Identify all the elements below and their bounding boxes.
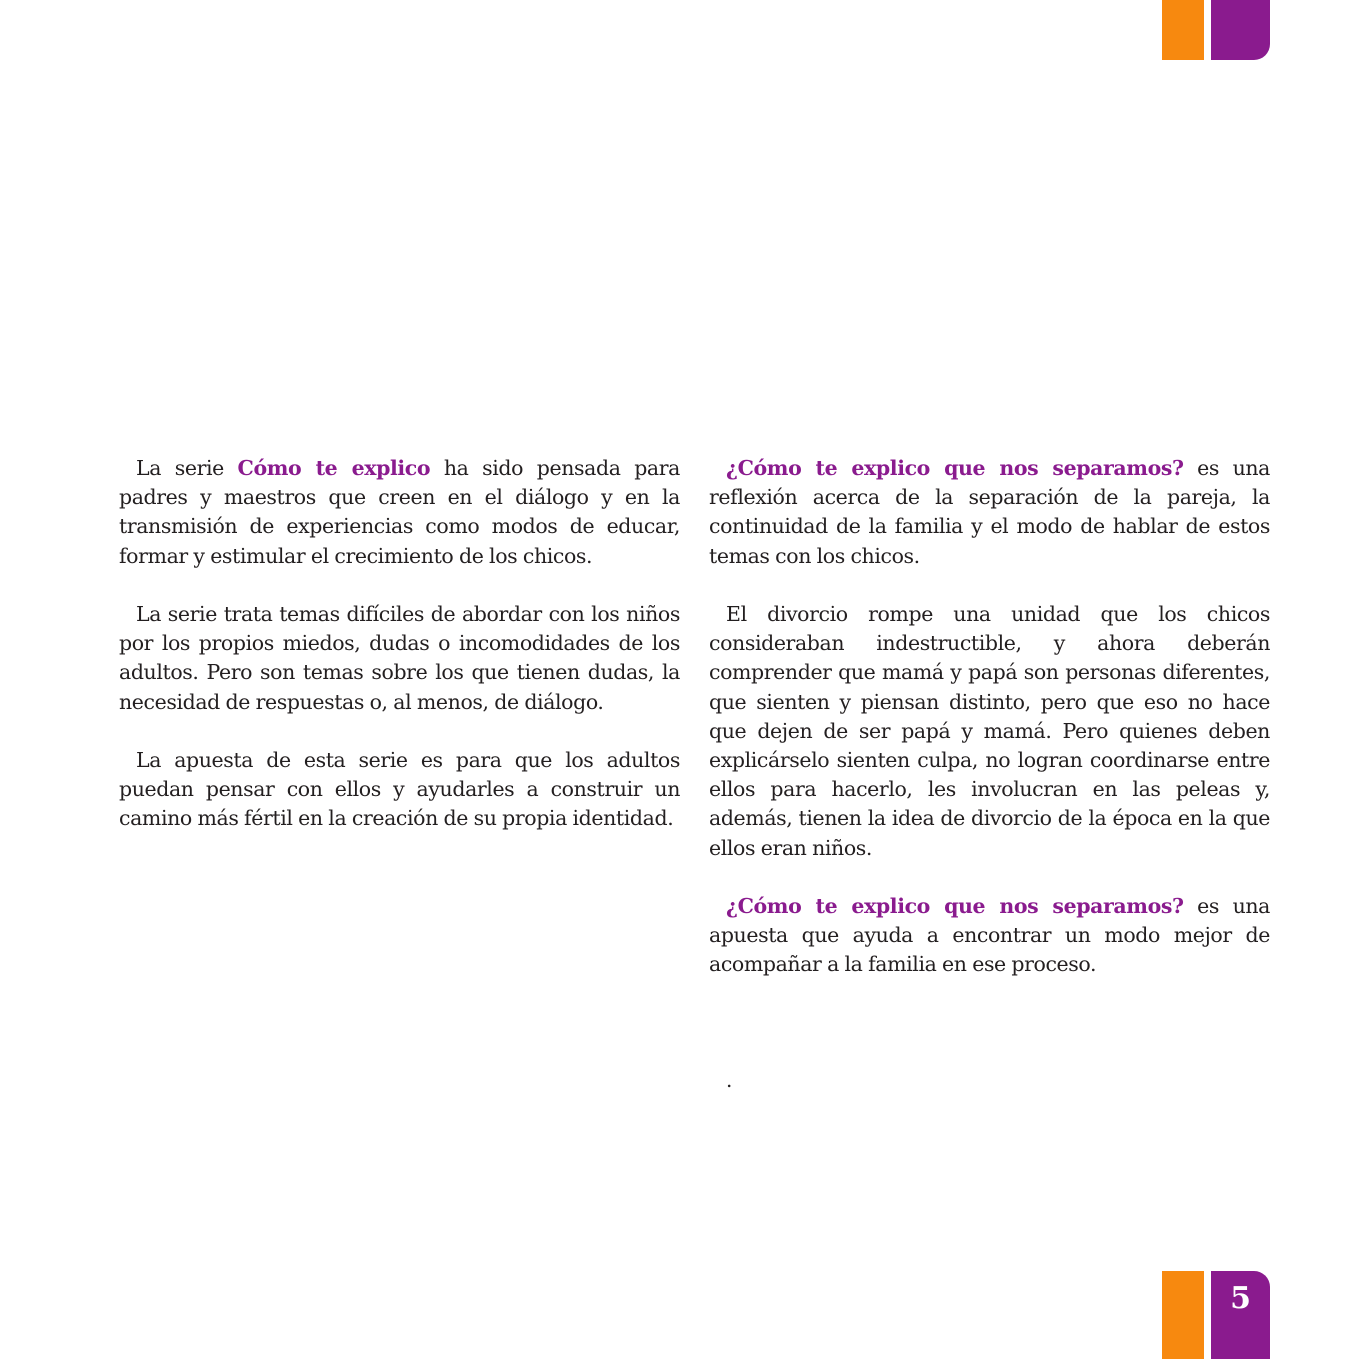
right-paragraph-2: El divorcio rompe una unidad que los chicos consideraban indestructible, y ahora deberán comprender que mamá y papá son personas diferentes, que sienten y piensan distinto, pero que eso no hace que dejen de ser papá y mamá. Pero quienes deben explicárselo sienten culpa, no logran coordinarse entre ellos para hacerlo, les involucran en las peleas y, además, tienen la idea de divorcio de la época en la que ellos eran niños.	[709, 602, 1270, 860]
right-paragraph-1	[709, 454, 1270, 571]
left-text-column	[119, 454, 680, 863]
right-paragraph-3	[709, 892, 1270, 980]
stray-period: .	[726, 1068, 733, 1092]
top-orange-tab	[1162, 0, 1204, 60]
page-number: 5	[1230, 1281, 1251, 1316]
left-paragraph-2: La serie trata temas difíciles de abordar con los niños por los propios miedos, dudas o incomodidades de los adultos. Pero son temas sobre los que tienen dudas, la necesidad de respuestas o, al menos, de diálogo.	[119, 602, 680, 714]
book-closing-rest: es una apuesta que ayuda a encontrar un modo mejor de acompañar a la familia en ese proceso.	[709, 894, 1271, 977]
top-purple-tab	[1211, 0, 1270, 60]
right-text-column	[709, 454, 1270, 1009]
left-paragraph-1	[119, 454, 680, 571]
book-title-highlight-2: ¿Cómo te explico que nos separamos?	[726, 894, 1184, 919]
book-title-highlight: ¿Cómo te explico que nos separamos?	[726, 456, 1184, 480]
series-intro-rest: ha sido pensada para padres y maestros que creen en el diálogo y en la transmisión de experiencias como modos de educar, formar y estimular el crecimiento de los chicos.	[119, 456, 680, 568]
bottom-orange-tab	[1162, 1271, 1204, 1359]
series-intro-lead: La serie	[136, 456, 238, 480]
left-paragraph-3: La apuesta de esta serie es para que los adultos puedan pensar con ellos y ayudarles a construir un camino más fértil en la creación de su propia identidad.	[119, 748, 680, 831]
series-title-highlight: Cómo te explico	[237, 456, 431, 480]
book-intro-rest: es una reflexión acerca de la separación de la pareja, la continuidad de la familia y el modo de hablar de estos temas con los chicos.	[709, 456, 1271, 568]
